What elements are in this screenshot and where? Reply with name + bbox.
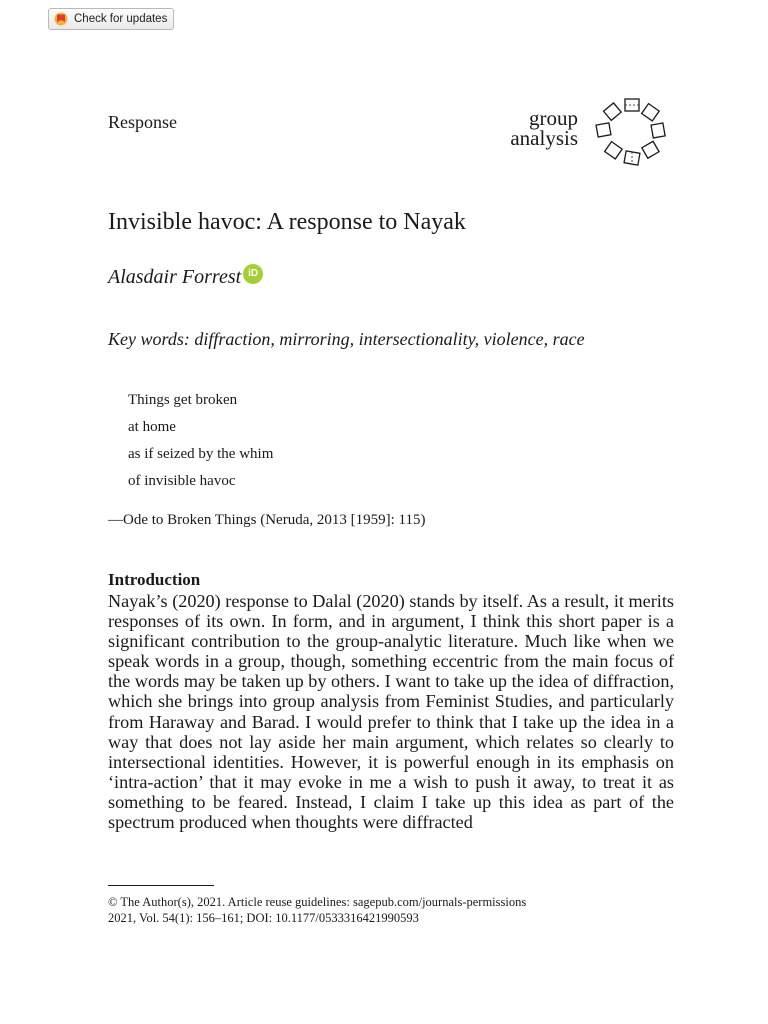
check-for-updates-label: Check for updates bbox=[74, 13, 168, 25]
article-title: Invisible havoc: A response to Nayak bbox=[108, 209, 466, 235]
poem-line: as if seized by the whim bbox=[128, 446, 274, 462]
epigraph-source: —Ode to Broken Things (Neruda, 2013 [1959]: 115) bbox=[108, 512, 426, 528]
journal-name-line1: group bbox=[529, 106, 578, 130]
poem-line: Things get broken bbox=[128, 392, 238, 408]
footnote-copyright: © The Author(s), 2021. Article reuse guidelines: sagepub.com/journals-permissions bbox=[108, 895, 527, 909]
section-heading: Introduction bbox=[108, 570, 201, 589]
footnote-citation: 2021, Vol. 54(1): 156–161; DOI: 10.1177/0533316421990593 bbox=[108, 911, 419, 925]
poem-line: at home bbox=[128, 419, 176, 435]
journal-logo-icon bbox=[592, 98, 672, 168]
footnote bbox=[108, 894, 526, 926]
crossmark-icon bbox=[54, 12, 68, 26]
author-name: Alasdair Forrest bbox=[108, 266, 242, 288]
journal-name-line2: analysis bbox=[510, 126, 578, 150]
author bbox=[108, 266, 263, 289]
footnote-divider bbox=[108, 885, 214, 886]
section-label: Response bbox=[108, 112, 177, 132]
keywords: Key words: diffraction, mirroring, intersectionality, violence, race bbox=[108, 329, 585, 349]
body-paragraph: Nayak’s (2020) response to Dalal (2020) stands by itself. As a result, it merits responses of its own. In form, and in argument, I think this short paper is a significant contribution to the group-analytic literature. Much like when we speak words in a group, though, something eccentric from the main focus of the words may be taken up by others. I want to take up the idea of diffraction, which she brings into group analysis from Feminist Studies, and particularly from Haraway and Barad. I would prefer to think that I take up the idea in a way that does not lay aside her main argument, which relates so clearly to intersectional identities. However, it is powerful enough in its emphasis on ‘intra-action’ that it may evoke in me a wish to push it away, to treat it as something to be feared. Instead, I claim I take up this idea as part of the spectrum produced when thoughts were diffracted bbox=[108, 591, 674, 833]
orcid-icon[interactable]: iD bbox=[243, 264, 263, 284]
check-for-updates-button[interactable] bbox=[48, 8, 174, 30]
poem-line: of invisible havoc bbox=[128, 473, 236, 489]
epigraph-poem bbox=[128, 390, 273, 498]
journal-name bbox=[470, 108, 578, 148]
